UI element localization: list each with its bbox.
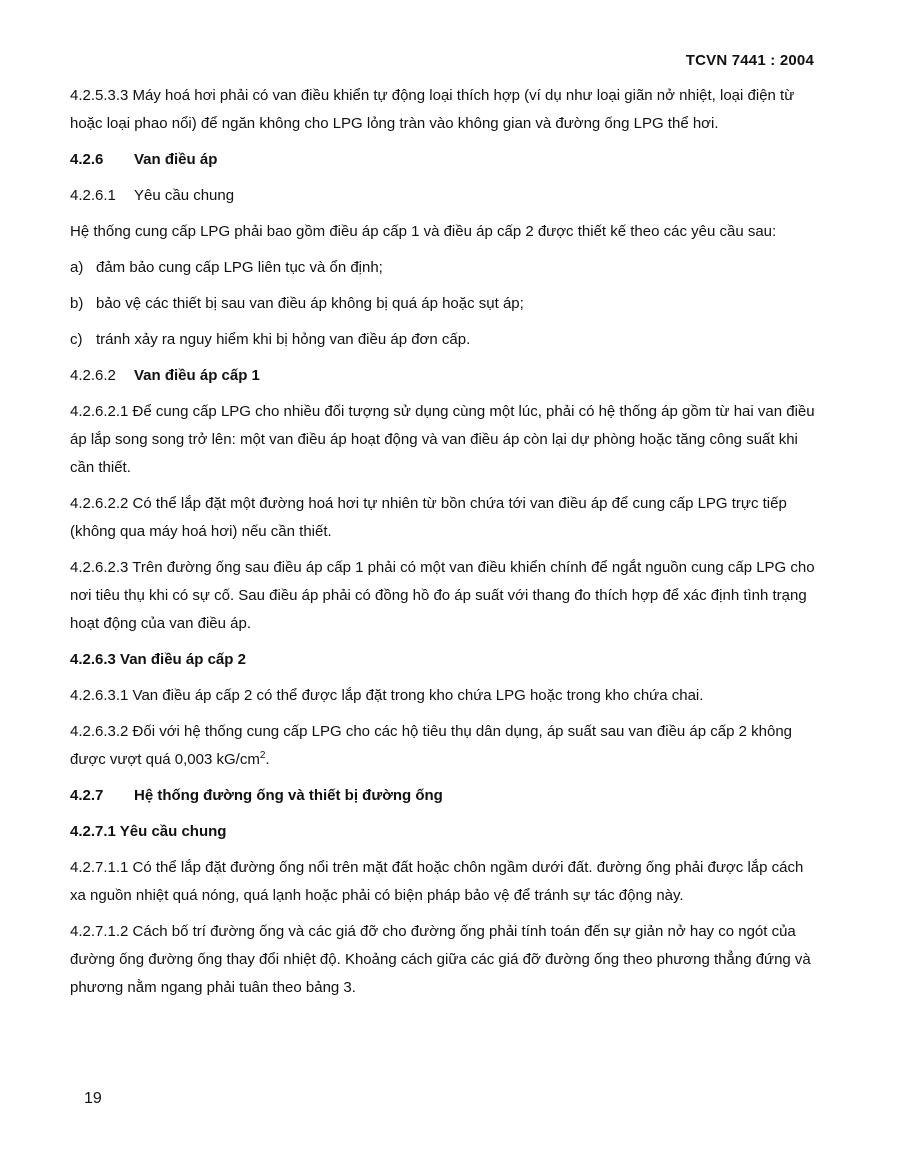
list-item: [70, 254, 820, 282]
heading-4-2-7-1: 4.2.7.1 Yêu cầu chung: [70, 823, 227, 840]
heading-title: Hệ thống đường ống và thiết bị đường ống: [134, 787, 443, 804]
heading-number: 4.2.6: [70, 151, 104, 168]
paragraph-4-2-7-1-1: 4.2.7.1.1 Có thể lắp đặt đường ống nổi trên mặt đất hoặc chôn ngầm dưới đất. đường ống phải được lắp cách xa nguồn nhiệt quá nóng, quá lạnh hoặc phải có biện pháp bảo vệ để tránh sự tác động này.: [70, 859, 804, 904]
paragraph-4-2-6-2-2: 4.2.6.2.2 Có thể lắp đặt một đường hoá hơi tự nhiên từ bồn chứa tới van điều áp để cung cấp LPG trực tiếp (không qua máy hoá hơi) nếu cần thiết.: [70, 495, 787, 540]
document-body: [70, 82, 820, 1010]
list-text: tránh xảy ra nguy hiểm khi bị hỏng van điều áp đơn cấp.: [96, 331, 471, 348]
paragraph-4-2-6-3-2: [70, 718, 820, 774]
heading-4-2-6-3: 4.2.6.3 Van điều áp cấp 2: [70, 651, 246, 668]
paragraph-end: .: [265, 751, 270, 768]
paragraph-requirements: Hệ thống cung cấp LPG phải bao gồm điều áp cấp 1 và điều áp cấp 2 được thiết kế theo các yêu cầu sau:: [70, 223, 777, 240]
list-label: a): [70, 259, 84, 276]
list-text: bảo vệ các thiết bị sau van điều áp không bị quá áp hoặc sụt áp;: [96, 295, 524, 312]
subheading-title: Yêu cầu chung: [134, 187, 235, 204]
standard-code: TCVN 7441 : 2004: [685, 52, 814, 69]
list-label: b): [70, 295, 84, 312]
subheading-title: Van điều áp cấp 1: [134, 367, 260, 384]
paragraph-4-2-5-3-3: 4.2.5.3.3 Máy hoá hơi phải có van điều khiển tự động loại thích hợp (ví dụ như loại giãn nở nhiệt, loại điện từ hoặc loại phao nổi) để ngăn không cho LPG lỏng tràn vào không gian và đường ống LPG thể hơi.: [70, 87, 795, 132]
paragraph-4-2-6-2-1: 4.2.6.2.1 Để cung cấp LPG cho nhiều đối tượng sử dụng cùng một lúc, phải có hệ thống áp gồm từ hai van điều áp lắp song song trở lên: một van điều áp hoạt động và van điều áp còn lại dự phòng hoặc tăng công suất khi cần thiết.: [70, 403, 815, 476]
paragraph-4-2-6-2-3: 4.2.6.2.3 Trên đường ống sau điều áp cấp 1 phải có một van điều khiển chính để ngắt nguồn cung cấp LPG cho nơi tiêu thụ khi có sự cố. Sau điều áp phải có đồng hồ đo áp suất với thang đo thích hợp để xác định tình trạng hoạt động của van điều áp.: [70, 559, 815, 632]
heading-4-2-6: [70, 146, 820, 174]
heading-title: Van điều áp: [134, 151, 218, 168]
heading-number: 4.2.7: [70, 787, 104, 804]
paragraph-4-2-7-1-2: 4.2.7.1.2 Cách bố trí đường ống và các giá đỡ cho đường ống phải tính toán đến sự giản nở hay co ngót của đường ống đường ống thay đổi nhiệt độ. Khoảng cách giữa các giá đỡ đường ống theo phương thẳng đứng và phương nằm ngang phải tuân theo bảng 3.: [70, 923, 811, 996]
subheading-4-2-6-1: [70, 182, 820, 210]
list-item: [70, 326, 820, 354]
subheading-number: 4.2.6.2: [70, 367, 116, 384]
subheading-4-2-6-2: [70, 362, 820, 390]
list-item: [70, 290, 820, 318]
superscript: 2: [259, 750, 266, 761]
page-number: 19: [84, 1090, 102, 1107]
list-text: đảm bảo cung cấp LPG liên tục và ổn định;: [96, 259, 383, 276]
paragraph-text: 4.2.6.3.2 Đối với hệ thống cung cấp LPG cho các hộ tiêu thụ dân dụng, áp suất sau van điều áp cấp 2 không được vượt quá 0,003 kG/cm: [70, 723, 793, 768]
paragraph-4-2-6-3-1: 4.2.6.3.1 Van điều áp cấp 2 có thể được lắp đặt trong kho chứa LPG hoặc trong kho chứa chai.: [70, 687, 704, 704]
subheading-number: 4.2.6.1: [70, 187, 116, 204]
list-label: c): [70, 331, 83, 348]
heading-4-2-7: [70, 782, 820, 810]
